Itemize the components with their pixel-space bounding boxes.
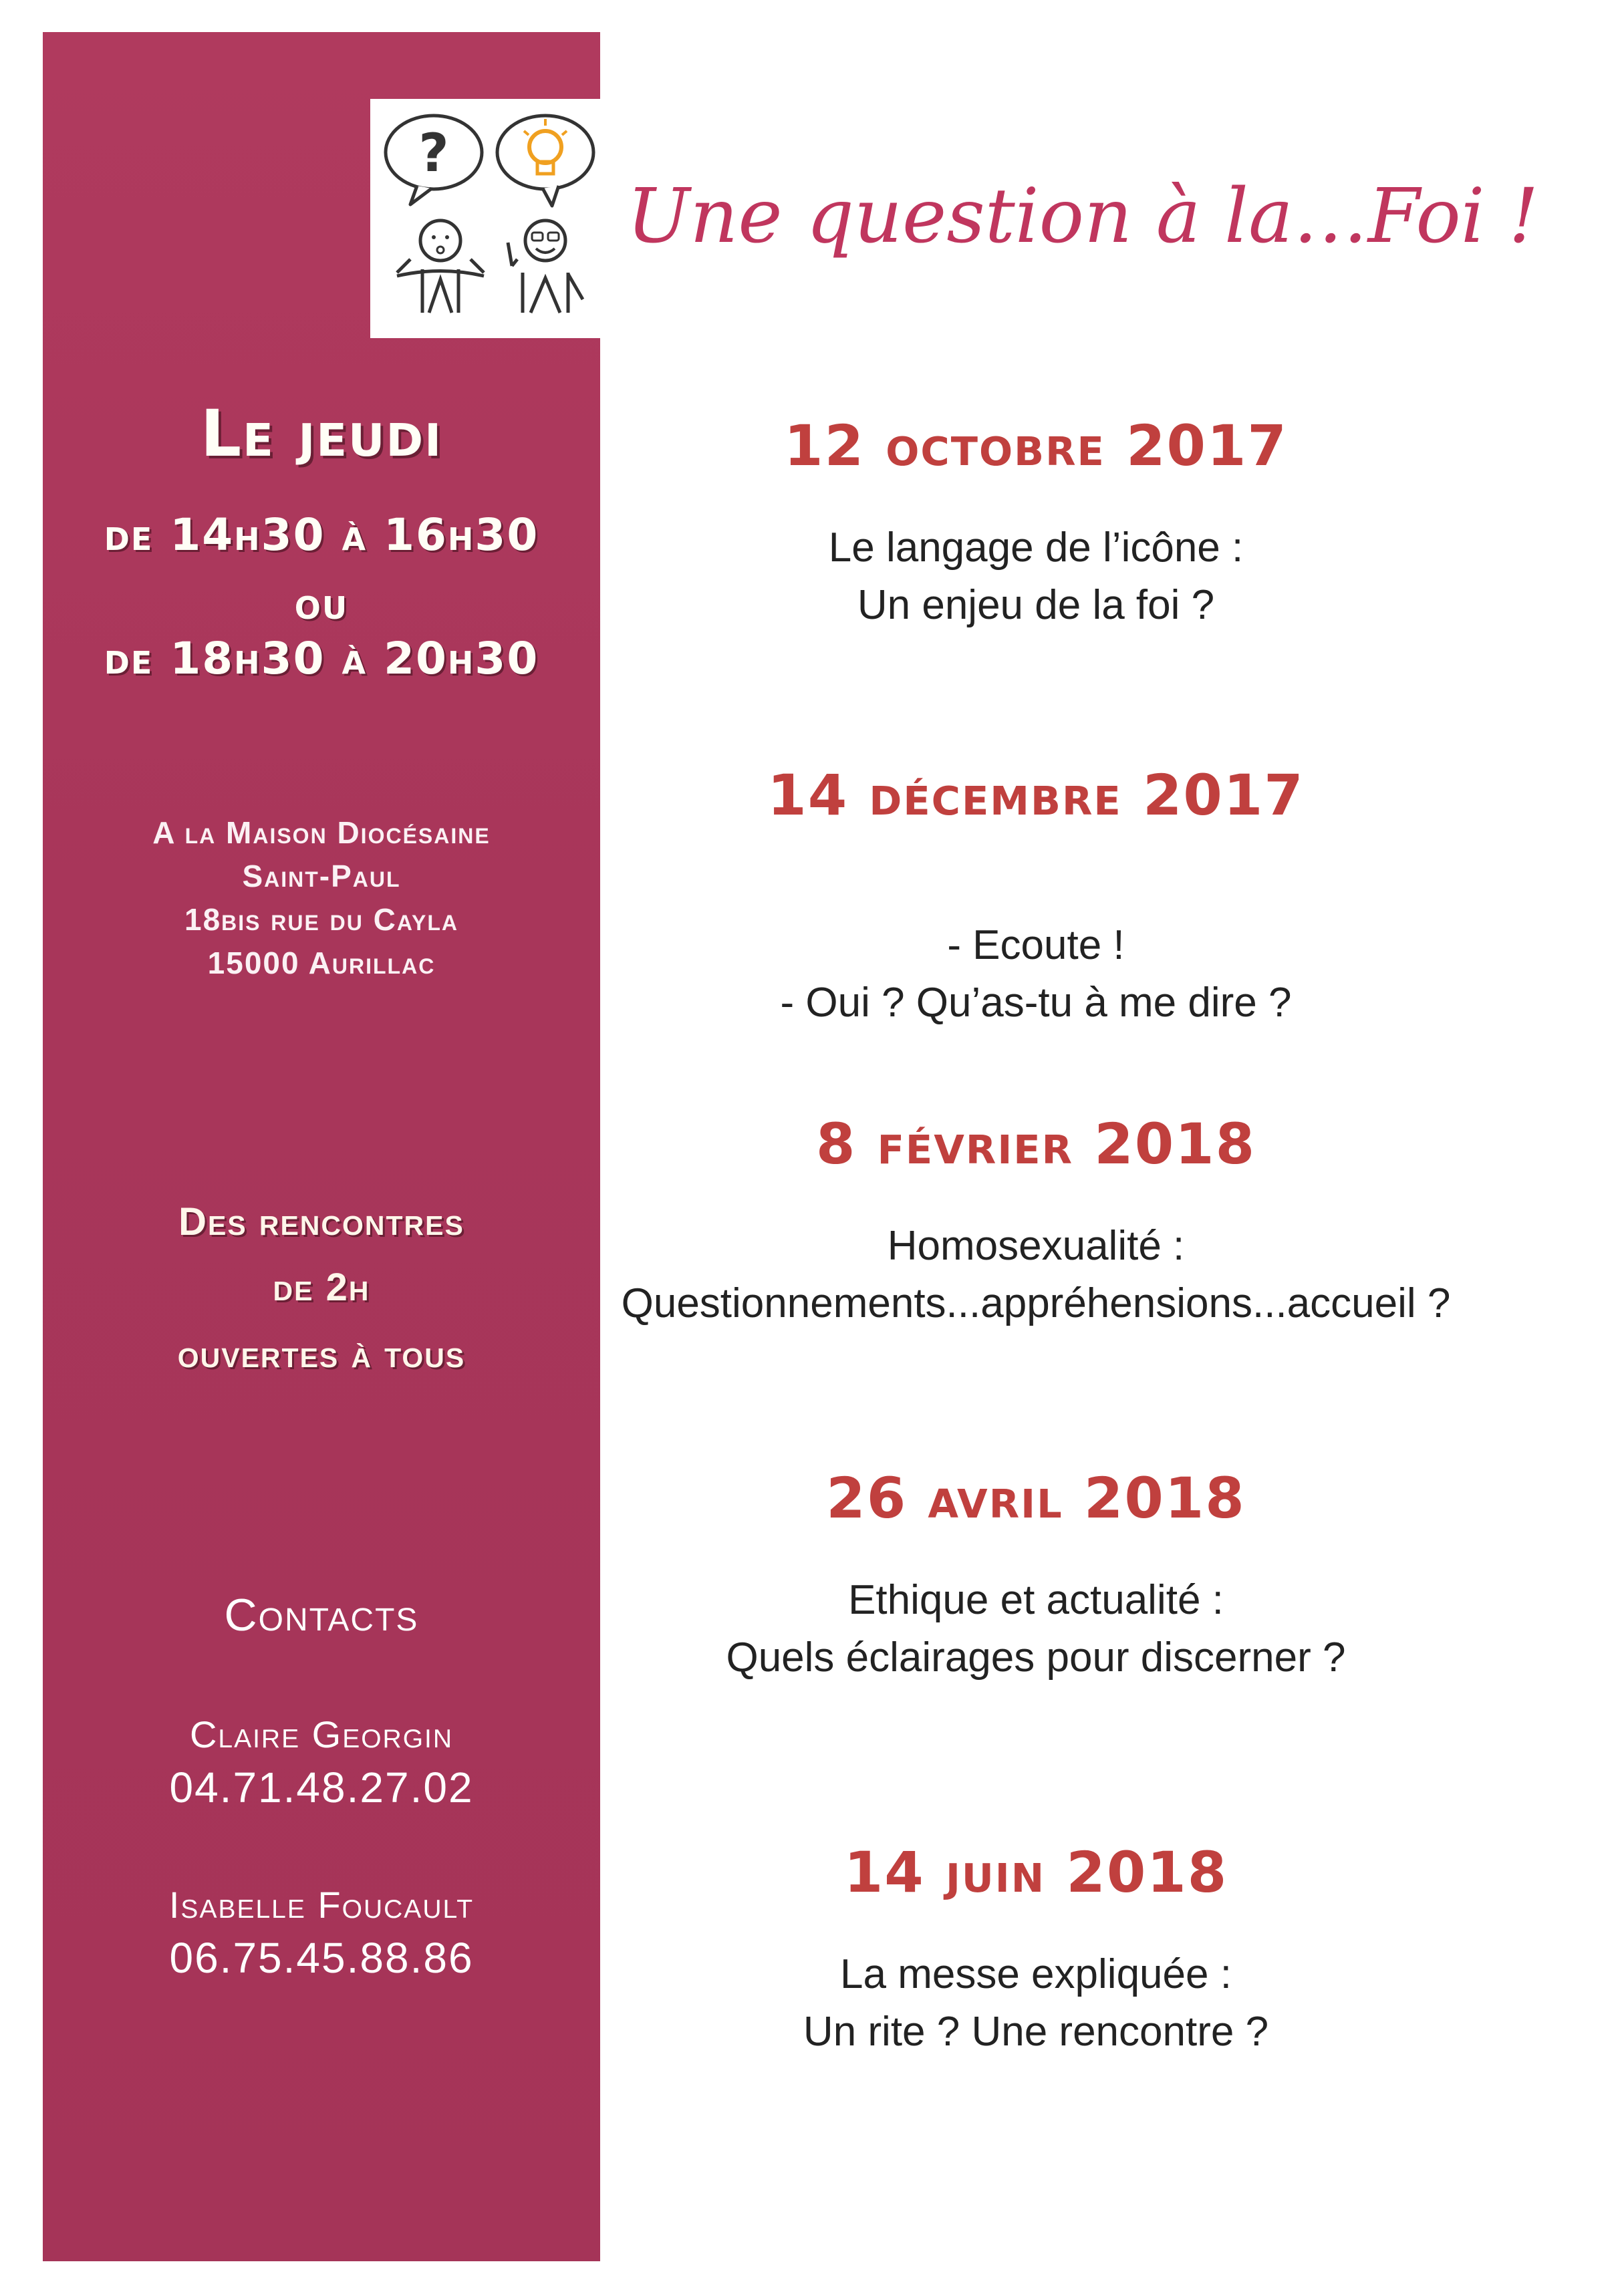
contact-phone: 04.71.48.27.02 xyxy=(169,1763,474,1812)
event-topic-line: Quels éclairages pour discerner ? xyxy=(726,1634,1346,1681)
event-topic-line: Un enjeu de la foi ? xyxy=(857,582,1215,628)
event-date: 8 février 2018 xyxy=(815,1111,1256,1177)
event-topic-line: La messe expliquée : xyxy=(840,1951,1232,1997)
event-date: 14 juin 2018 xyxy=(843,1840,1228,1905)
logo-illustration xyxy=(370,99,607,338)
event-topic-line: Le langage de l’icône : xyxy=(828,525,1244,571)
event-topic-line: Questionnements...appréhensions...accueil ? xyxy=(621,1280,1451,1326)
schedule-day: Le jeudi xyxy=(200,396,442,471)
event-date: 12 octobre 2017 xyxy=(784,413,1288,478)
event-item xyxy=(615,1840,1457,2061)
event-item xyxy=(615,1465,1457,1687)
schedule-slot-evening: de 18h30 à 20h30 xyxy=(104,633,539,684)
side-panel xyxy=(43,32,600,2261)
schedule-or: ou xyxy=(294,578,349,629)
address-line-3: 18bis rue du Cayla xyxy=(184,902,459,937)
event-date: 14 décembre 2017 xyxy=(767,762,1305,828)
meetings-line-1: Des rencontres xyxy=(178,1200,464,1244)
event-item xyxy=(615,413,1457,634)
event-topic-line: Ethique et actualité : xyxy=(848,1577,1224,1623)
page-title: Une question à la…Foi ! xyxy=(626,173,1539,260)
contact-name: Isabelle Foucault xyxy=(168,1884,475,1926)
lightbulb-bubble-icon xyxy=(497,116,593,206)
event-date: 26 avril 2018 xyxy=(826,1465,1246,1531)
contact-name: Claire Georgin xyxy=(189,1713,454,1755)
event-topic-line: Homosexualité : xyxy=(887,1223,1185,1269)
svg-text:?: ? xyxy=(418,124,449,184)
meetings-line-3: ouvertes à tous xyxy=(177,1332,466,1376)
contacts-heading: Contacts xyxy=(224,1590,419,1640)
question-bubble-icon xyxy=(386,116,482,204)
event-topic-line: Un rite ? Une rencontre ? xyxy=(803,2009,1269,2055)
event-topic-line: - Ecoute ! xyxy=(947,922,1125,968)
event-item xyxy=(615,762,1457,1032)
confused-person-icon xyxy=(397,221,484,313)
event-item xyxy=(615,1111,1457,1332)
meetings-line-2: de 2h xyxy=(273,1266,370,1309)
contact-phone: 06.75.45.88.86 xyxy=(169,1934,474,1982)
schedule-slot-afternoon: de 14h30 à 16h30 xyxy=(104,509,539,561)
event-topic-line: - Oui ? Qu’as-tu à me dire ? xyxy=(780,980,1292,1026)
address-line-1: A la Maison Diocésaine xyxy=(152,815,491,850)
logo xyxy=(370,99,607,338)
address-line-2: Saint-Paul xyxy=(242,859,401,893)
smiling-person-icon xyxy=(508,221,583,313)
address-line-4: 15000 Aurillac xyxy=(207,946,436,980)
